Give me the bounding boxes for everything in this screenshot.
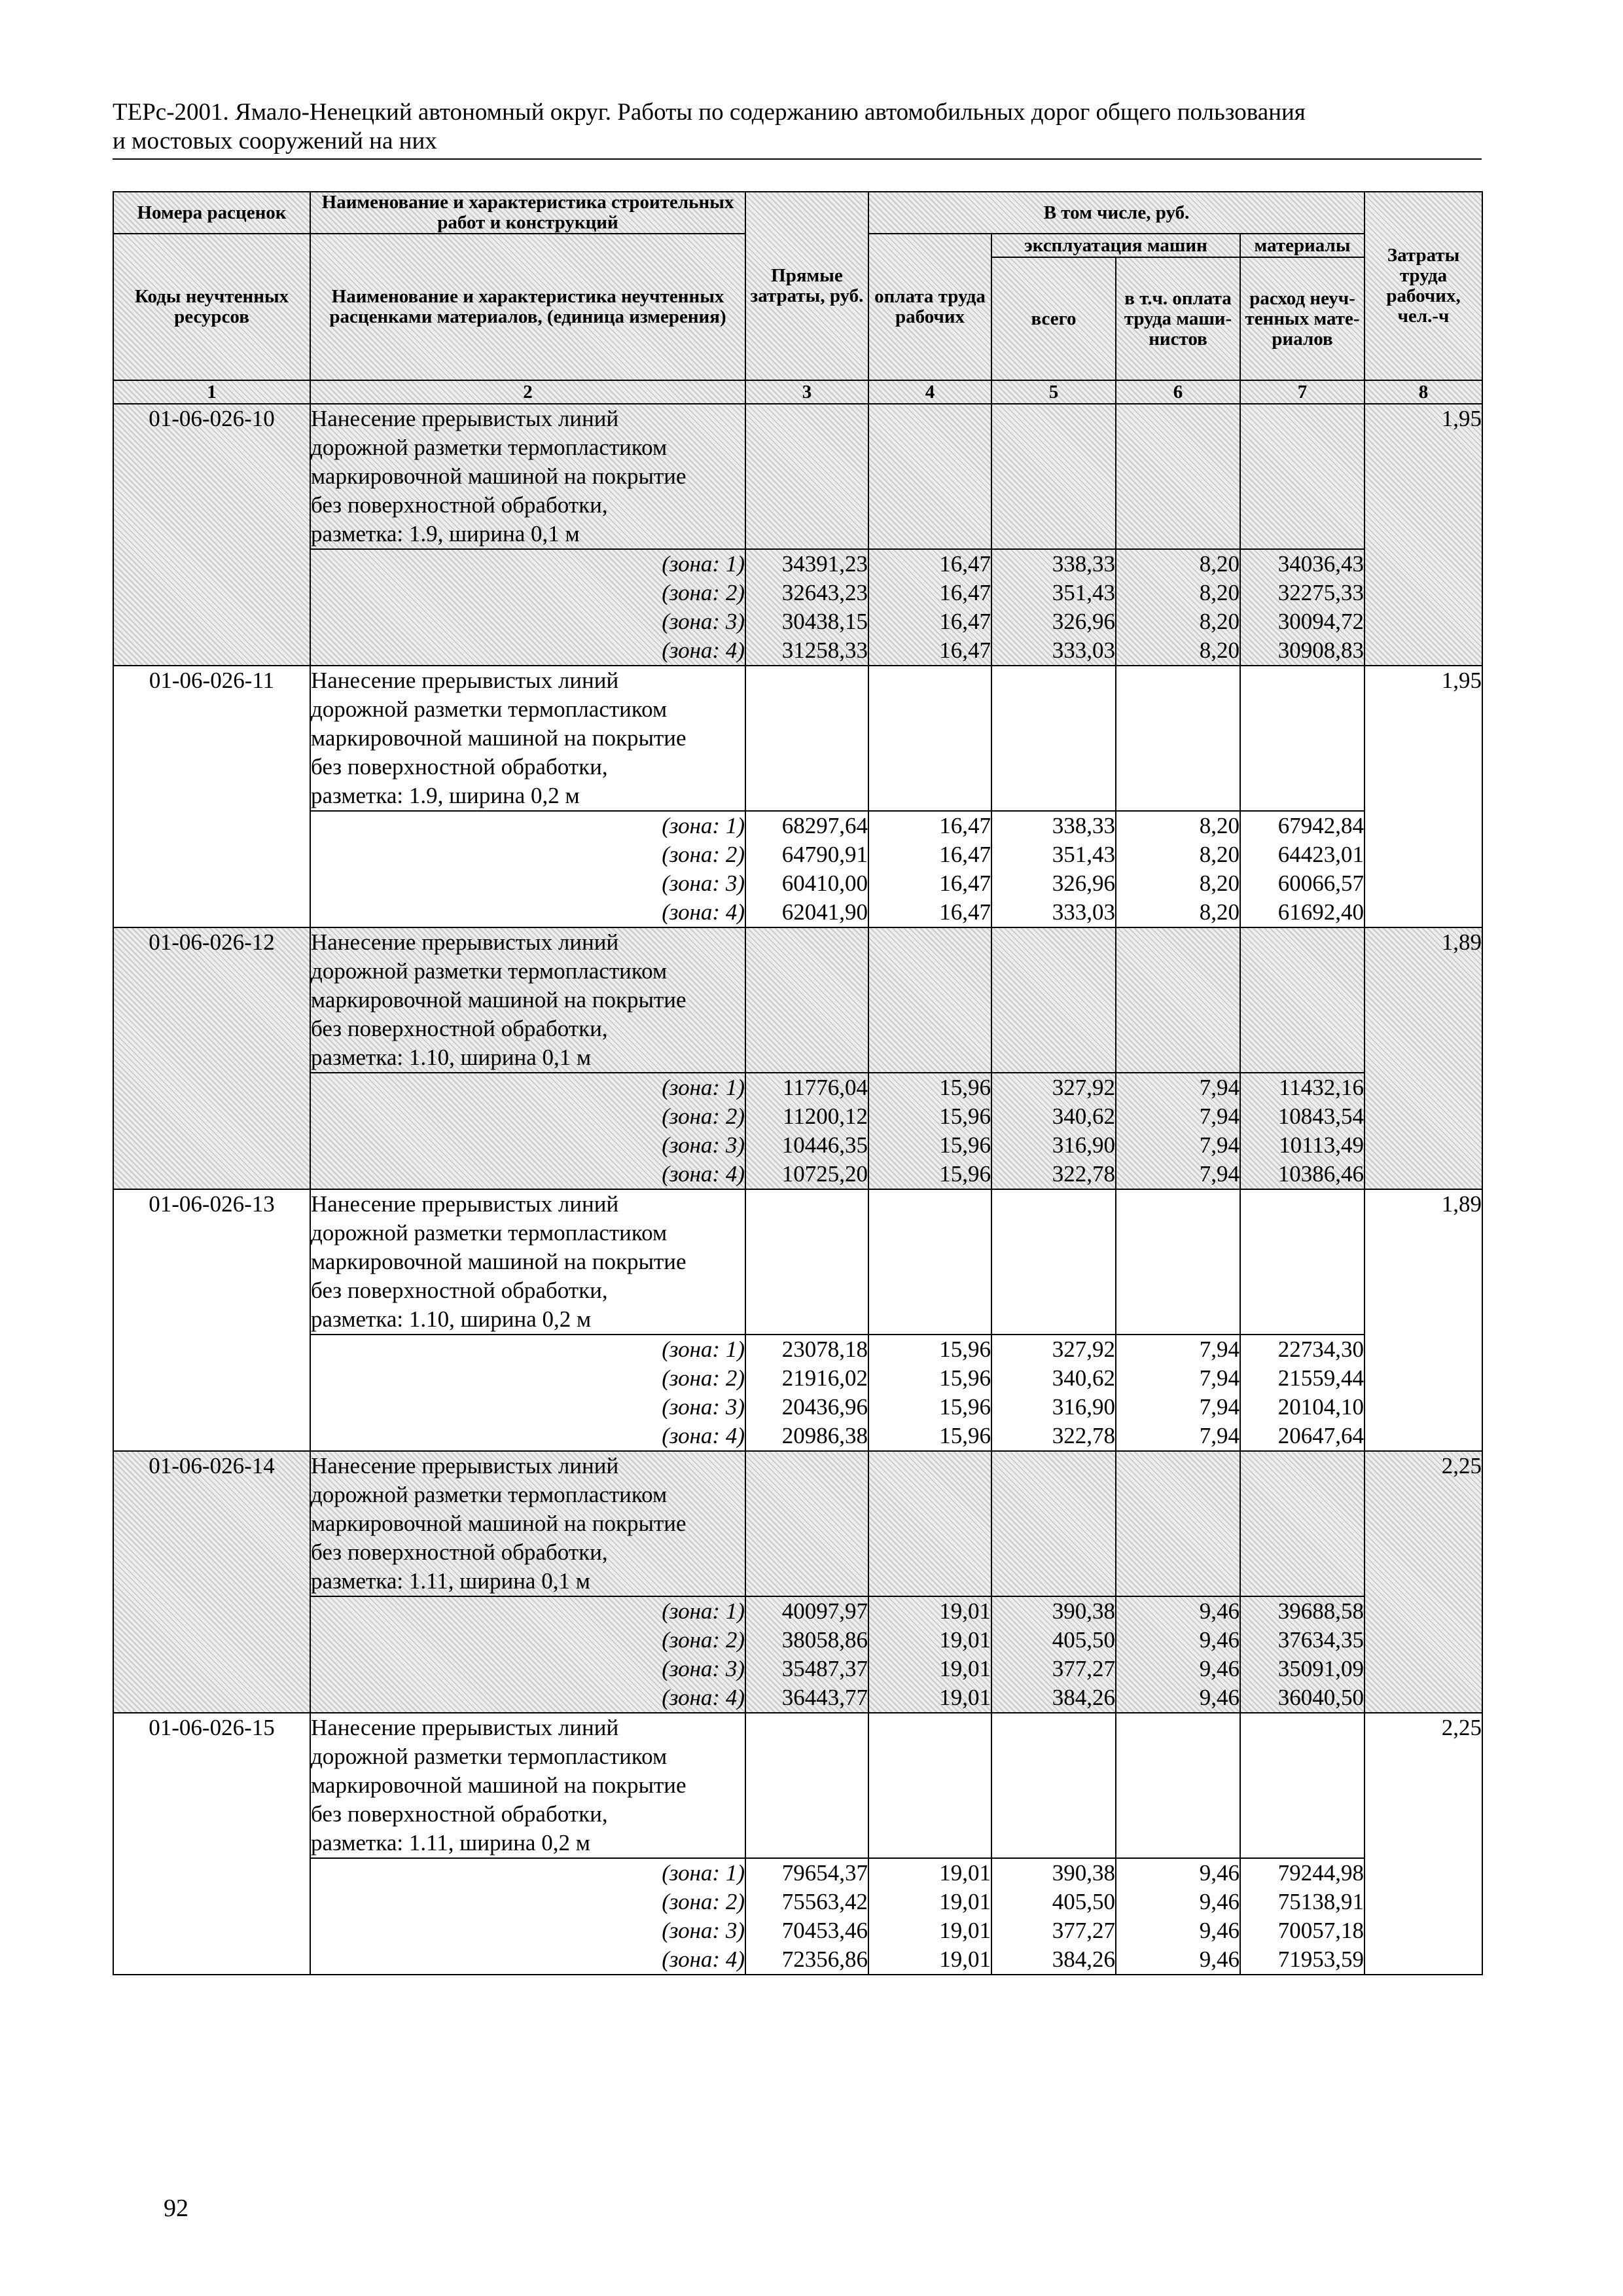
worker-pay-cell [868, 666, 991, 811]
zone-value: 8,20 [1199, 842, 1240, 867]
description-line: маркировочной машиной на покрытие [311, 1511, 687, 1536]
zone-value: 75563,42 [781, 1889, 868, 1914]
header-machine-operation: эксплуатация машин [991, 234, 1240, 257]
zone-label: (зона: 1) [662, 1860, 745, 1886]
description-line: разметка: 1.9, ширина 0,1 м [311, 521, 580, 547]
worker-pay-values [868, 1858, 991, 1975]
zone-value: 7,94 [1199, 1161, 1240, 1187]
zone-value: 8,20 [1199, 870, 1240, 896]
zone-value: 10725,20 [781, 1161, 868, 1187]
zone-value: 316,90 [1052, 1394, 1115, 1420]
zone-value: 316,90 [1052, 1132, 1115, 1158]
zone-value: 16,47 [939, 899, 991, 925]
zone-value: 10446,35 [781, 1132, 868, 1158]
rate-description [310, 404, 745, 549]
zone-value: 19,01 [939, 1656, 991, 1681]
zone-value: 15,96 [939, 1132, 991, 1158]
zone-label: (зона: 2) [662, 580, 745, 605]
rate-code: 01-06-026-11 [113, 666, 310, 927]
zone-value: 39688,58 [1277, 1598, 1364, 1624]
zone-value: 8,20 [1199, 637, 1240, 663]
zone-value: 20986,38 [781, 1423, 868, 1448]
direct-costs-cell [745, 1713, 868, 1858]
rate-description [310, 666, 745, 811]
machinist-pay-cell [1116, 927, 1240, 1073]
zone-label: (зона: 3) [662, 1394, 745, 1420]
zone-value: 9,46 [1199, 1918, 1240, 1943]
zone-values-row [113, 811, 1482, 927]
labor-costs: 2,25 [1364, 1713, 1482, 1975]
header-direct-costs: Прямые затраты, руб. [745, 192, 868, 380]
description-line: разметка: 1.10, ширина 0,2 м [311, 1306, 592, 1332]
zone-value: 35091,09 [1277, 1656, 1364, 1681]
zone-values-row [113, 549, 1482, 666]
machinist-pay-values [1116, 1858, 1240, 1975]
description-line: маркировочной машиной на покрытие [311, 463, 687, 489]
zone-values-row [113, 1073, 1482, 1189]
zone-value: 7,94 [1199, 1365, 1240, 1391]
zone-value: 15,96 [939, 1365, 991, 1391]
zone-value: 68297,64 [781, 813, 868, 838]
zone-value: 8,20 [1199, 551, 1240, 577]
zone-value: 9,46 [1199, 1598, 1240, 1624]
zone-value: 326,96 [1052, 870, 1115, 896]
worker-pay-values [868, 1596, 991, 1713]
zone-label: (зона: 1) [662, 1598, 745, 1624]
rate-description [310, 927, 745, 1073]
zone-value: 384,26 [1052, 1685, 1115, 1710]
zone-value: 7,94 [1199, 1075, 1240, 1100]
zone-label: (зона: 4) [662, 1423, 745, 1448]
worker-pay-cell [868, 927, 991, 1073]
zone-value: 15,96 [939, 1336, 991, 1362]
direct-costs-values [745, 1335, 868, 1451]
zone-values-row [113, 1596, 1482, 1713]
zone-value: 32275,33 [1277, 580, 1364, 605]
zone-value: 16,47 [939, 580, 991, 605]
machinist-pay-values [1116, 811, 1240, 927]
description-line: Нанесение прерывистых линий [311, 1715, 619, 1740]
zone-label: (зона: 4) [662, 1161, 745, 1187]
zone-value: 62041,90 [781, 899, 868, 925]
rate-row [113, 1451, 1482, 1596]
zone-value: 32643,23 [781, 580, 868, 605]
column-number: 7 [1240, 380, 1364, 404]
materials-cell [1240, 1451, 1364, 1596]
page-header [113, 98, 1482, 160]
zone-value: 15,96 [939, 1103, 991, 1129]
description-line: без поверхностной обработки, [311, 1016, 608, 1041]
zone-value: 61692,40 [1277, 899, 1364, 925]
materials-values [1240, 1335, 1364, 1451]
zone-value: 15,96 [939, 1075, 991, 1100]
materials-cell [1240, 666, 1364, 811]
header-work-name: Наименование и характеристика строительных работ и конструкций [310, 192, 745, 234]
description-line: разметка: 1.11, ширина 0,1 м [311, 1568, 590, 1594]
header-materials-name: Наименование и характеристика неучтенных расценками материалов, (единица измерения) [310, 234, 745, 380]
description-line: дорожной разметки термопластиком [311, 1744, 668, 1769]
zone-value: 19,01 [939, 1946, 991, 1972]
zone-value: 79244,98 [1277, 1860, 1364, 1886]
zone-value: 10843,54 [1277, 1103, 1364, 1129]
zone-value: 326,96 [1052, 609, 1115, 634]
zone-label: (зона: 2) [662, 1365, 745, 1391]
machinist-pay-cell [1116, 404, 1240, 549]
zone-value: 405,50 [1052, 1889, 1115, 1914]
zone-value: 8,20 [1199, 609, 1240, 634]
column-number: 5 [991, 380, 1116, 404]
zone-label: (зона: 4) [662, 1946, 745, 1972]
zone-value: 31258,33 [781, 637, 868, 663]
zone-value: 7,94 [1199, 1336, 1240, 1362]
zone-value: 10113,49 [1279, 1132, 1364, 1158]
zone-value: 327,92 [1052, 1075, 1115, 1100]
zone-value: 7,94 [1199, 1132, 1240, 1158]
zone-value: 384,26 [1052, 1946, 1115, 1972]
zone-label: (зона: 4) [662, 899, 745, 925]
rate-row [113, 666, 1482, 811]
zone-value: 60410,00 [781, 870, 868, 896]
direct-costs-values [745, 1596, 868, 1713]
worker-pay-values [868, 1073, 991, 1189]
zone-value: 37634,35 [1277, 1627, 1364, 1653]
direct-costs-values [745, 549, 868, 666]
materials-cell [1240, 1189, 1364, 1335]
materials-values [1240, 1858, 1364, 1975]
zone-label: (зона: 1) [662, 551, 745, 577]
zone-value: 390,38 [1052, 1598, 1115, 1624]
zone-value: 9,46 [1199, 1889, 1240, 1914]
zone-value: 70453,46 [781, 1918, 868, 1943]
zone-label: (зона: 3) [662, 870, 745, 896]
zone-labels [310, 1335, 745, 1451]
direct-costs-cell [745, 404, 868, 549]
zone-value: 21916,02 [781, 1365, 868, 1391]
column-number: 8 [1364, 380, 1482, 404]
description-line: Нанесение прерывистых линий [311, 668, 619, 693]
header-worker-pay: оплата труда рабочих [868, 234, 991, 380]
header-labor-costs: Затраты труда рабочих, чел.-ч [1364, 192, 1482, 380]
description-line: без поверхностной обработки, [311, 1539, 608, 1565]
description-line: разметка: 1.11, ширина 0,2 м [311, 1830, 590, 1856]
column-number: 3 [745, 380, 868, 404]
rate-code: 01-06-026-15 [113, 1713, 310, 1975]
worker-pay-cell [868, 1189, 991, 1335]
zone-value: 11432,16 [1279, 1075, 1364, 1100]
description-line: Нанесение прерывистых линий [311, 929, 619, 955]
zone-value: 8,20 [1199, 899, 1240, 925]
zone-value: 10386,46 [1277, 1161, 1364, 1187]
header-materials: материалы [1240, 234, 1364, 257]
zone-value: 15,96 [939, 1161, 991, 1187]
column-number: 6 [1116, 380, 1240, 404]
worker-pay-values [868, 1335, 991, 1451]
description-line: маркировочной машиной на покрытие [311, 725, 687, 751]
machinist-pay-values [1116, 1596, 1240, 1713]
rates-table [113, 191, 1483, 1975]
rate-row [113, 927, 1482, 1073]
machinist-pay-cell [1116, 1451, 1240, 1596]
column-number: 1 [113, 380, 310, 404]
machines-total-values [991, 811, 1116, 927]
zone-value: 7,94 [1199, 1423, 1240, 1448]
zone-value: 64790,91 [781, 842, 868, 867]
materials-values [1240, 1073, 1364, 1189]
materials-values [1240, 1596, 1364, 1713]
zone-value: 9,46 [1199, 1656, 1240, 1681]
machines-total-cell [991, 927, 1116, 1073]
machinist-pay-cell [1116, 1189, 1240, 1335]
header-machinist-pay: в т.ч. оплата труда маши- нистов [1116, 257, 1240, 380]
header-machines-total: всего [991, 257, 1116, 380]
direct-costs-values [745, 1858, 868, 1975]
machinist-pay-values [1116, 1073, 1240, 1189]
zone-value: 11200,12 [783, 1103, 868, 1129]
zone-label: (зона: 1) [662, 1336, 745, 1362]
zone-label: (зона: 1) [662, 1075, 745, 1100]
zone-value: 36040,50 [1277, 1685, 1364, 1710]
column-number: 4 [868, 380, 991, 404]
worker-pay-values [868, 811, 991, 927]
rate-row [113, 1713, 1482, 1858]
zone-value: 64423,01 [1277, 842, 1364, 867]
zone-labels [310, 1073, 745, 1189]
zone-value: 377,27 [1052, 1918, 1115, 1943]
rate-code: 01-06-026-12 [113, 927, 310, 1189]
description-line: без поверхностной обработки, [311, 754, 608, 780]
zone-value: 16,47 [939, 637, 991, 663]
page-number: 92 [164, 2195, 188, 2222]
description-line: дорожной разметки термопластиком [311, 1220, 668, 1246]
machines-total-values [991, 549, 1116, 666]
zone-value: 333,03 [1052, 637, 1115, 663]
zone-value: 9,46 [1199, 1685, 1240, 1710]
header-unaccounted-materials: расход неуч- тенных мате- риалов [1240, 257, 1364, 380]
zone-value: 333,03 [1052, 899, 1115, 925]
machines-total-cell [991, 404, 1116, 549]
labor-costs: 1,95 [1364, 666, 1482, 927]
zone-value: 36443,77 [781, 1685, 868, 1710]
labor-costs: 1,95 [1364, 404, 1482, 666]
zone-value: 60066,57 [1277, 870, 1364, 896]
rate-code: 01-06-026-10 [113, 404, 310, 666]
column-number: 2 [310, 380, 745, 404]
description-line: маркировочной машиной на покрытие [311, 1249, 687, 1274]
worker-pay-cell [868, 1713, 991, 1858]
rate-row [113, 404, 1482, 549]
direct-costs-cell [745, 1451, 868, 1596]
zone-value: 8,20 [1199, 580, 1240, 605]
rate-code: 01-06-026-13 [113, 1189, 310, 1451]
table-body [113, 404, 1482, 1975]
table-header [113, 192, 1482, 404]
zone-value: 79654,37 [781, 1860, 868, 1886]
description-line: маркировочной машиной на покрытие [311, 1772, 687, 1798]
rate-description [310, 1189, 745, 1335]
header-line-1: ТЕРс-2001. Ямало-Ненецкий автономный округ. Работы по содержанию автомобильных дорог общего пользования [113, 99, 1306, 126]
description-line: без поверхностной обработки, [311, 1278, 608, 1303]
zone-labels [310, 1596, 745, 1713]
zone-value: 19,01 [939, 1889, 991, 1914]
zone-value: 20647,64 [1277, 1423, 1364, 1448]
labor-costs: 1,89 [1364, 1189, 1482, 1451]
zone-value: 72356,86 [781, 1946, 868, 1972]
description-line: дорожной разметки термопластиком [311, 958, 668, 984]
zone-value: 8,20 [1199, 813, 1240, 838]
zone-value: 34036,43 [1277, 551, 1364, 577]
labor-costs: 1,89 [1364, 927, 1482, 1189]
zone-label: (зона: 4) [662, 1685, 745, 1710]
zone-value: 40097,97 [781, 1598, 868, 1624]
zone-value: 351,43 [1052, 842, 1115, 867]
zone-labels [310, 1858, 745, 1975]
machines-total-values [991, 1335, 1116, 1451]
worker-pay-cell [868, 404, 991, 549]
zone-value: 322,78 [1052, 1423, 1115, 1448]
worker-pay-cell [868, 1451, 991, 1596]
machines-total-values [991, 1858, 1116, 1975]
zone-value: 322,78 [1052, 1161, 1115, 1187]
description-line: дорожной разметки термопластиком [311, 1482, 668, 1507]
machines-total-cell [991, 1713, 1116, 1858]
zone-label: (зона: 3) [662, 1656, 745, 1681]
materials-cell [1240, 1713, 1364, 1858]
zone-value: 377,27 [1052, 1656, 1115, 1681]
zone-label: (зона: 2) [662, 1627, 745, 1653]
zone-value: 19,01 [939, 1860, 991, 1886]
rate-row [113, 1189, 1482, 1335]
zone-labels [310, 811, 745, 927]
zone-value: 30094,72 [1277, 609, 1364, 634]
zone-value: 23078,18 [781, 1336, 868, 1362]
materials-values [1240, 811, 1364, 927]
description-line: Нанесение прерывистых линий [311, 1191, 619, 1217]
zone-value: 21559,44 [1277, 1365, 1364, 1391]
description-line: без поверхностной обработки, [311, 492, 608, 518]
zone-label: (зона: 2) [662, 1103, 745, 1129]
zone-value: 38058,86 [781, 1627, 868, 1653]
description-line: Нанесение прерывистых линий [311, 406, 619, 431]
zone-value: 15,96 [939, 1423, 991, 1448]
machines-total-cell [991, 666, 1116, 811]
zone-value: 16,47 [939, 842, 991, 867]
header-rate-numbers: Номера расценок [113, 192, 310, 234]
zone-value: 75138,91 [1277, 1889, 1364, 1914]
zone-value: 9,46 [1199, 1946, 1240, 1972]
zone-value: 15,96 [939, 1394, 991, 1420]
machinist-pay-values [1116, 549, 1240, 666]
materials-cell [1240, 927, 1364, 1073]
zone-label: (зона: 2) [662, 842, 745, 867]
zone-value: 20436,96 [781, 1394, 868, 1420]
zone-value: 19,01 [939, 1598, 991, 1624]
zone-value: 390,38 [1052, 1860, 1115, 1886]
zone-value: 30438,15 [781, 609, 868, 634]
description-line: без поверхностной обработки, [311, 1801, 608, 1827]
machines-total-cell [991, 1451, 1116, 1596]
zone-value: 16,47 [939, 551, 991, 577]
zone-value: 16,47 [939, 813, 991, 838]
zone-value: 327,92 [1052, 1336, 1115, 1362]
direct-costs-cell [745, 927, 868, 1073]
zone-value: 338,33 [1052, 813, 1115, 838]
zone-value: 7,94 [1199, 1394, 1240, 1420]
zone-value: 19,01 [939, 1627, 991, 1653]
zone-label: (зона: 1) [662, 813, 745, 838]
zone-value: 34391,23 [781, 551, 868, 577]
zone-values-row [113, 1858, 1482, 1975]
zone-value: 340,62 [1052, 1365, 1115, 1391]
description-line: разметка: 1.10, ширина 0,1 м [311, 1045, 592, 1070]
zone-value: 351,43 [1052, 580, 1115, 605]
zone-value: 67942,84 [1277, 813, 1364, 838]
zone-label: (зона: 3) [662, 1918, 745, 1943]
labor-costs: 2,25 [1364, 1451, 1482, 1713]
description-line: дорожной разметки термопластиком [311, 435, 668, 460]
worker-pay-values [868, 549, 991, 666]
zone-labels [310, 549, 745, 666]
header-resource-codes: Коды неучтенных ресурсов [113, 234, 310, 380]
description-line: дорожной разметки термопластиком [311, 696, 668, 722]
zone-value: 30908,83 [1277, 637, 1364, 663]
zone-value: 16,47 [939, 609, 991, 634]
zone-value: 405,50 [1052, 1627, 1115, 1653]
materials-cell [1240, 404, 1364, 549]
description-line: Нанесение прерывистых линий [311, 1453, 619, 1479]
rate-description [310, 1451, 745, 1596]
zone-value: 16,47 [939, 870, 991, 896]
direct-costs-values [745, 811, 868, 927]
description-line: маркировочной машиной на покрытие [311, 987, 687, 1013]
machinist-pay-values [1116, 1335, 1240, 1451]
zone-label: (зона: 3) [662, 1132, 745, 1158]
direct-costs-cell [745, 666, 868, 811]
machines-total-values [991, 1073, 1116, 1189]
rate-code: 01-06-026-14 [113, 1451, 310, 1713]
zone-values-row [113, 1335, 1482, 1451]
rate-description [310, 1713, 745, 1858]
machines-total-cell [991, 1189, 1116, 1335]
zone-value: 340,62 [1052, 1103, 1115, 1129]
zone-value: 19,01 [939, 1918, 991, 1943]
header-including: В том числе, руб. [868, 192, 1364, 234]
direct-costs-values [745, 1073, 868, 1189]
zone-label: (зона: 3) [662, 609, 745, 634]
zone-value: 338,33 [1052, 551, 1115, 577]
zone-value: 35487,37 [781, 1656, 868, 1681]
header-line-2: и мостовых сооружений на них [113, 128, 437, 154]
zone-label: (зона: 4) [662, 637, 745, 663]
zone-value: 19,01 [939, 1685, 991, 1710]
zone-value: 71953,59 [1277, 1946, 1364, 1972]
zone-value: 11776,04 [783, 1075, 868, 1100]
description-line: разметка: 1.9, ширина 0,2 м [311, 783, 580, 808]
zone-value: 9,46 [1199, 1860, 1240, 1886]
zone-value: 22734,30 [1277, 1336, 1364, 1362]
zone-label: (зона: 2) [662, 1889, 745, 1914]
direct-costs-cell [745, 1189, 868, 1335]
zone-value: 70057,18 [1277, 1918, 1364, 1943]
machinist-pay-cell [1116, 1713, 1240, 1858]
machinist-pay-cell [1116, 666, 1240, 811]
zone-value: 7,94 [1199, 1103, 1240, 1129]
zone-value: 20104,10 [1277, 1394, 1364, 1420]
machines-total-values [991, 1596, 1116, 1713]
materials-values [1240, 549, 1364, 666]
zone-value: 9,46 [1199, 1627, 1240, 1653]
